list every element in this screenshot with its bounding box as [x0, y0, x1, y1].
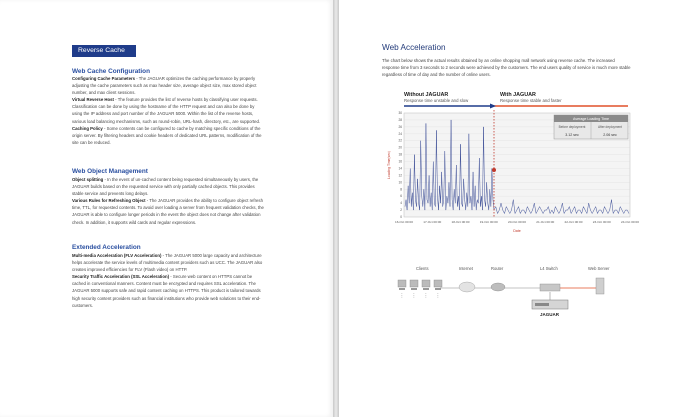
term: Object splitting [72, 177, 104, 182]
section-title-web-cache-configuration: Web Cache Configuration [72, 68, 150, 75]
intro-paragraph: The chart below shows the actual results obtained by an online shopping mall network using reverse cache. The increased response time from 3 seconds to 2 seconds were achieved by the customers. The end users quality of service is much more stable regardless of time of day and the number of online users. [382, 58, 631, 77]
y-tick-label: 20 [398, 145, 402, 150]
clients-icon [398, 280, 442, 299]
jaguar-appliance-panel [535, 303, 549, 306]
router-icon [491, 283, 505, 291]
paragraph-text: - In the event of un-cached content being requested simultaneously by users, the JAGUAR builds based on the requested service with only partially cached objects. This provides stable service and prevents long delays. [72, 177, 259, 197]
web-server-label: Web Server [588, 266, 610, 271]
y-tick-labels [398, 111, 402, 219]
term: Virtual Reverse Host [72, 97, 114, 103]
y-tick-label: 22 [398, 138, 402, 143]
network-diagram [382, 262, 642, 332]
y-tick-label: 6 [400, 194, 402, 199]
x-tick-label: 21-Oct 00:00 [536, 220, 555, 224]
page-title: Web Acceleration [382, 43, 446, 52]
l4-switch-icon [540, 284, 560, 291]
y-tick-label: 10 [398, 180, 402, 185]
y-tick-label: 12 [398, 173, 402, 178]
paragraph [72, 125, 264, 146]
jaguar-device-label: JAGUAR [540, 312, 560, 317]
loading-time-chart-svg [382, 90, 639, 235]
paragraph-text: - Secure web content on HTTPS cannot be cached in conventional manners. Content must be encrypted and requires SSL acceleration. The JAGUAR 5000 supports safe and rapid content caching on HTTPS. This product is tailored towards high security content providers such as financial institutions who provide web solutions to their end-customers. [72, 274, 261, 308]
x-tick-label: 24-Oct 00:00 [621, 220, 639, 224]
x-tick-label: 22-Oct 00:00 [564, 220, 583, 224]
arrow-head-icon [490, 104, 496, 109]
web-server-icon [596, 278, 604, 294]
term: Caching Policy [72, 125, 103, 131]
paragraph [72, 75, 264, 96]
section-title-extended-acceleration: Extended Acceleration [72, 244, 141, 251]
after-deployment-value: 2.06 sec [603, 133, 617, 137]
x-tick-label: 23-Oct 00:00 [592, 220, 611, 224]
section-body-web-cache-configuration [72, 75, 264, 146]
y-axis-label: Loading Time(sec) [387, 151, 391, 179]
x-tick-label: 17-Oct 00:00 [423, 220, 442, 224]
without-jaguar-label: Without JAGUAR [404, 92, 449, 98]
y-tick-label: 24 [398, 131, 402, 136]
section-tag: Reverse Cache [72, 45, 136, 57]
with-jaguar-label: With JAGUAR [500, 92, 536, 98]
svg-text:⋮: ⋮ [423, 293, 429, 299]
section-body-extended-acceleration [72, 252, 264, 309]
term: Various Rules for Refreshing Object [72, 198, 146, 204]
x-tick-label: 18-Oct 00:00 [451, 220, 470, 224]
router-label: Router [491, 266, 504, 271]
internet-cloud-icon [459, 282, 475, 292]
paragraph-text: - The JAGUAR 5000 large capacity and architecture helps accelerate the service levels of multimedia content providers such as UCC. The JAGUAR also creates improved efficiencies for FLV (Flash video) on HTTP. [72, 253, 263, 273]
y-tick-label: 18 [398, 152, 402, 157]
l4-switch-label: L4 Switch [540, 266, 558, 271]
before-deployment-header: Before deployment [558, 125, 586, 129]
loading-time-chart [382, 90, 639, 235]
before-deployment-value: 3.12 sec [565, 133, 579, 137]
left-page [0, 0, 333, 417]
y-tick-label: 4 [400, 201, 402, 206]
y-tick-label: 8 [400, 187, 402, 192]
x-tick-label: 16-Oct 00:00 [395, 220, 413, 224]
term: Configuring Cache Parameters [72, 76, 136, 81]
paragraph [72, 273, 264, 308]
section-title-web-object-management: Web Object Management [72, 168, 148, 175]
y-tick-label: 0 [400, 215, 402, 219]
y-tick-label: 14 [398, 166, 402, 171]
y-tick-label: 16 [398, 159, 402, 164]
after-deployment-header: After deployment [597, 125, 623, 129]
with-jaguar-sublabel: Response time stable and faster [500, 98, 562, 103]
y-tick-label: 28 [398, 117, 402, 122]
term: Multi-media Acceleration (FLV Acceleration) [72, 253, 162, 258]
clients-label: Clients [416, 266, 429, 271]
internet-label: Internet [459, 266, 473, 271]
x-tick-label: 20-Oct 00:00 [508, 220, 526, 224]
deployment-marker [492, 168, 496, 172]
paragraph [72, 252, 264, 273]
network-diagram-svg [382, 262, 642, 332]
paragraph [72, 197, 264, 225]
term: Security Traffic Acceleration (SSL Acceleration) [72, 274, 170, 280]
paragraph-text: - Some contents can be configured to cache by matching specific conditions of the origin server. By filtering headers and cookie headers of dedicated URL patterns, modification of the site can be reduced. [72, 125, 262, 145]
paragraph [72, 96, 264, 124]
x-tick-labels [395, 220, 639, 224]
section-body-web-object-management [72, 176, 264, 226]
y-tick-label: 30 [398, 111, 402, 115]
x-tick-label: 19-Oct 00:00 [479, 220, 498, 224]
svg-text:⋮: ⋮ [411, 293, 417, 299]
without-jaguar-sublabel: Response time unstable and slow [404, 98, 469, 103]
x-axis-label: Date [513, 229, 521, 233]
average-loading-title: Average Loading Time [573, 117, 609, 121]
paragraph-text: - The feature provides the list of reverse hosts by classifying user requests. Classification can be done by using the hostname of the HTTP request and can also be done by using the IP address and port number of the JAGUAR 5000. Within the list of the reverse hosts, various load balancing mechanisms, such as round-robin, URL-hash, directory, etc., are supported. [72, 97, 261, 124]
y-tick-label: 2 [400, 208, 402, 213]
svg-text:⋮: ⋮ [399, 293, 405, 299]
paragraph-text: - The JAGUAR optimizes the caching performance by properly adjusting the cache parameters such as max header size, average object size, max stored object number, and max client sessions. [72, 76, 257, 96]
y-tick-label: 26 [398, 124, 402, 129]
paragraph-text: - The JAGUAR provides the ability to configure object refresh time, TTL, for requested contents. To avoid over loading a server from frequent validation checks, the JAGUAR is able to configure longer periods in the event the object does not change after validation check. In addition, it supports wild cards and regular expressions. [72, 198, 264, 225]
paragraph [72, 176, 264, 197]
svg-text:⋮: ⋮ [435, 293, 441, 299]
